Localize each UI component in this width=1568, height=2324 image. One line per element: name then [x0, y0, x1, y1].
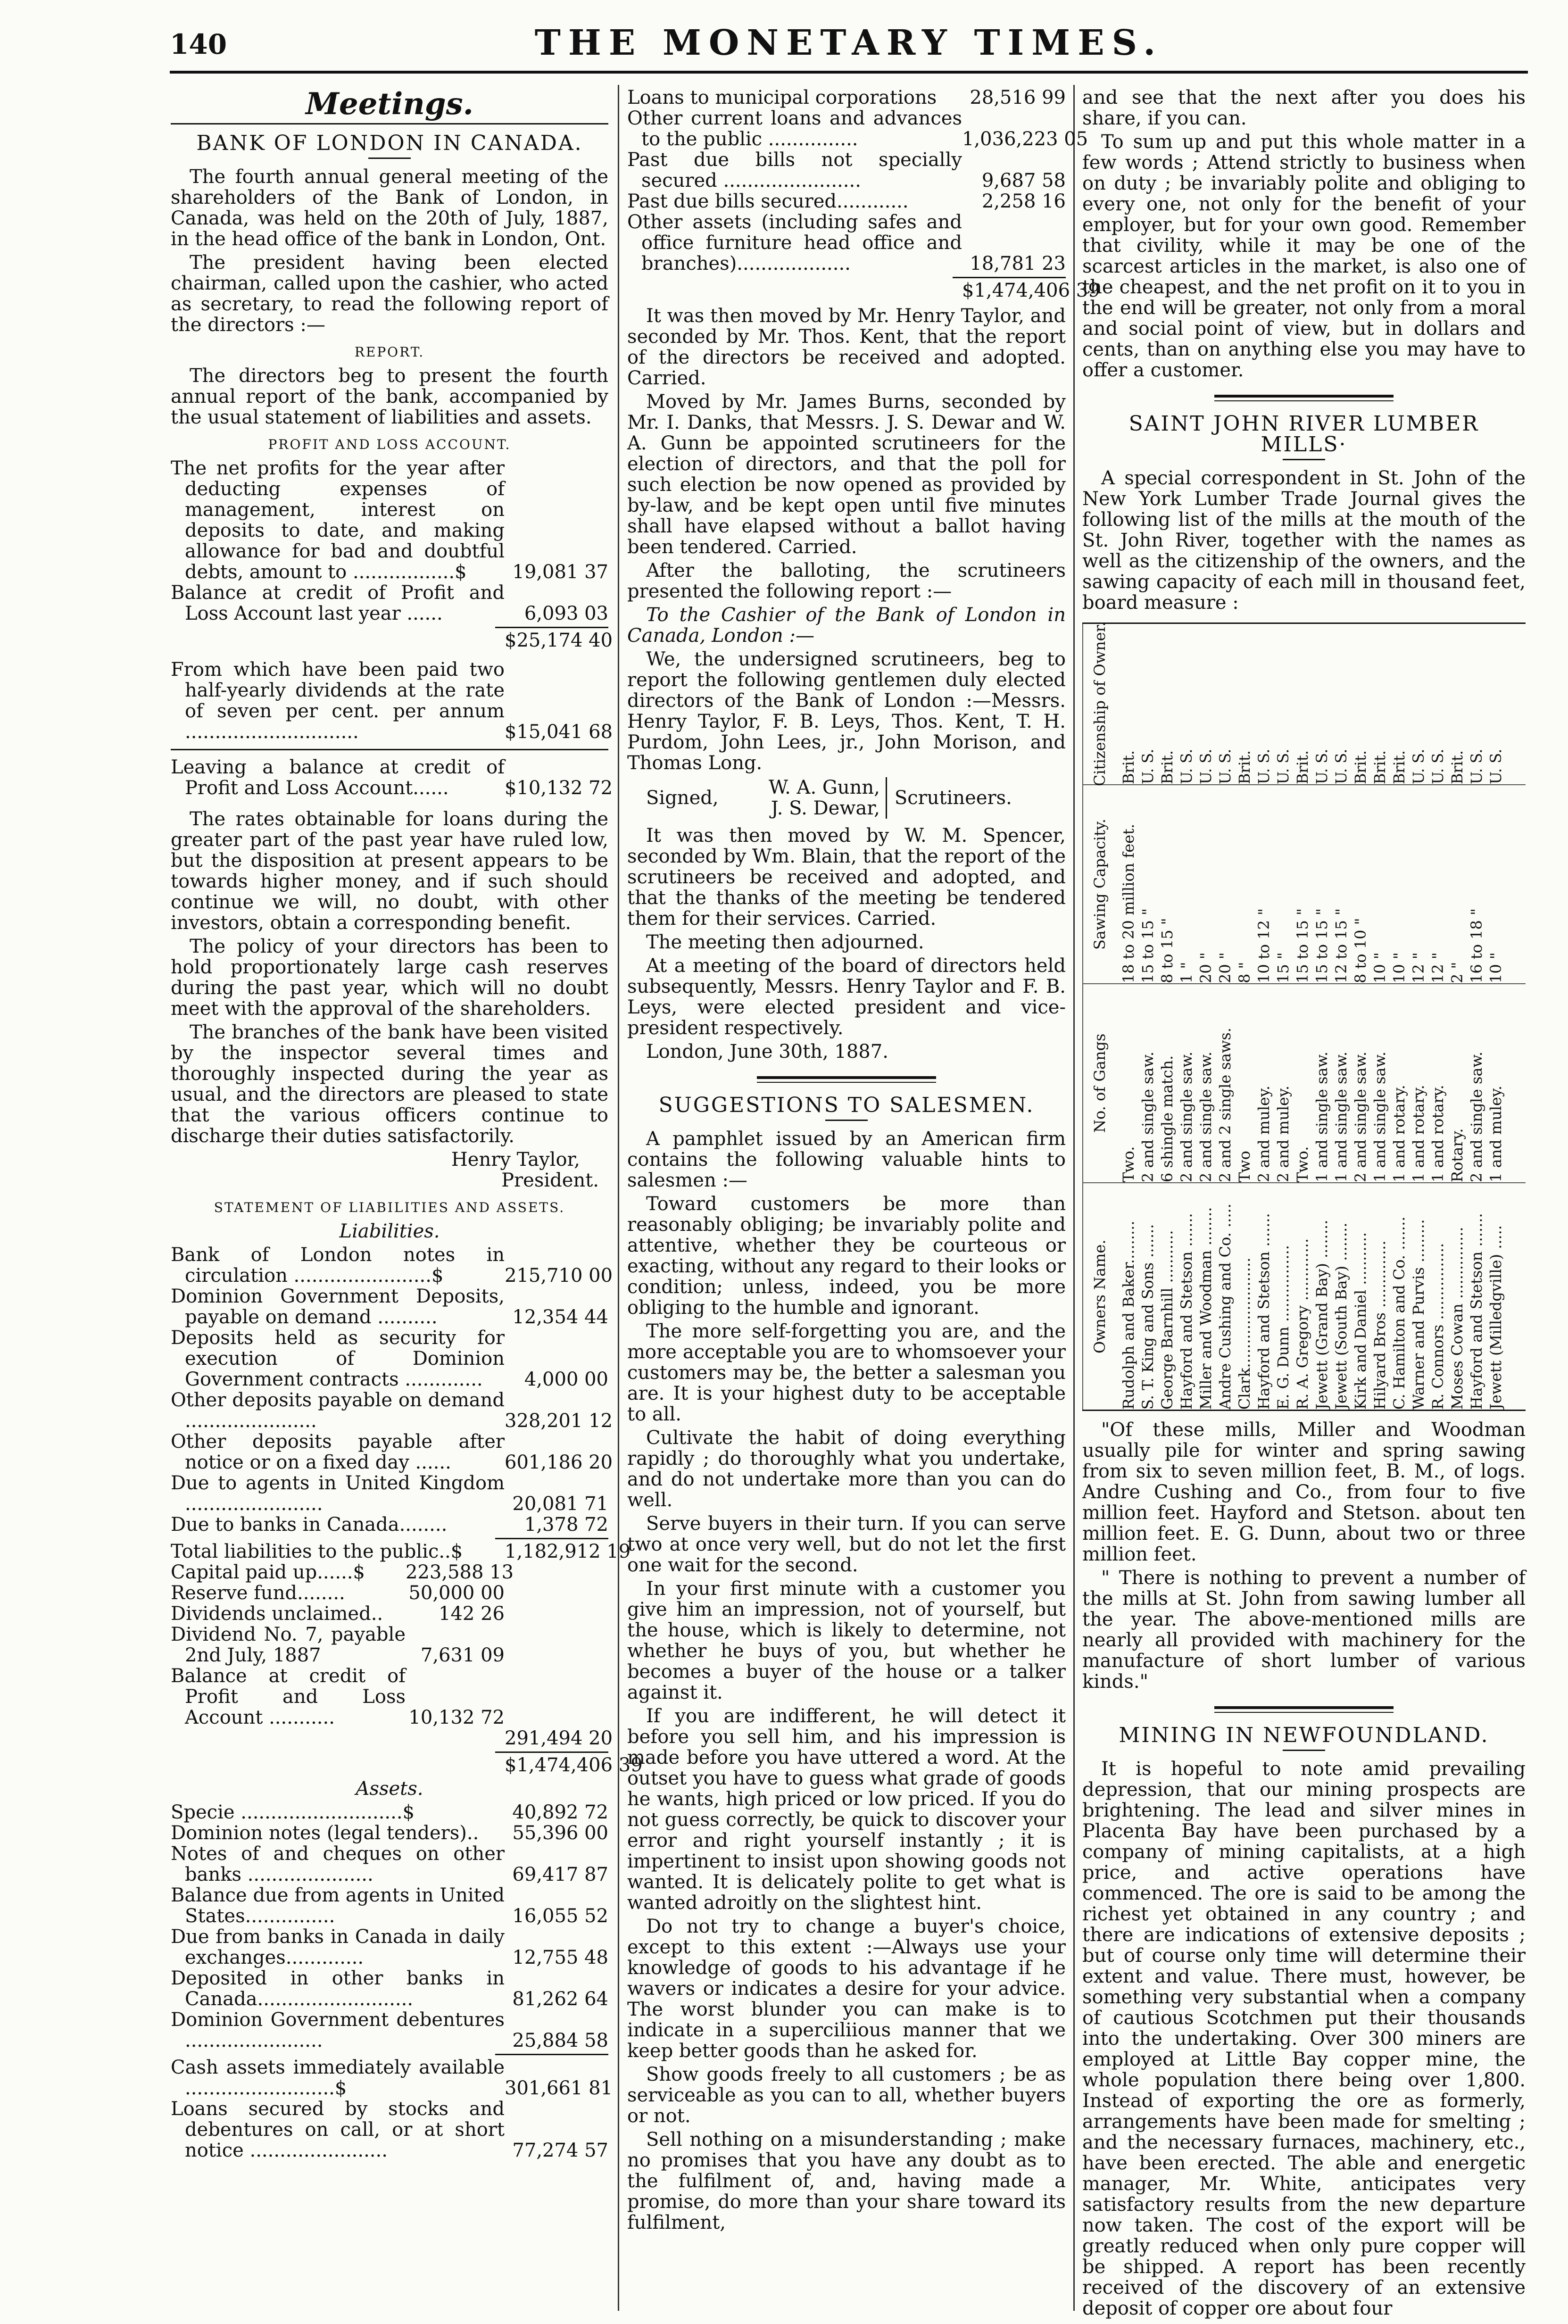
assets-heading: Assets. [356, 1778, 423, 1800]
divider [171, 123, 608, 124]
paragraph: Toward customers be more than reasonably obliging; be invariably polite and attentive, whether they be courteous or exacting, without any regard to their looks or condition; unless, indeed, you be more obliging to the humble and ignorant. [627, 1193, 1066, 1319]
paragraph: Sell nothing on a misunderstanding ; make no promises that you have any doubt as to the fulfilment of, and, having made a promise, do more than your share toward its fulfilment, [627, 2129, 1066, 2233]
ledger-row: Dominion Government debentures ....................... 25,884 58 [171, 2009, 608, 2051]
paragraph: Serve buyers in their turn. If you can serve two at once very well, but do not let the first one wait for the second. [627, 1513, 1066, 1576]
ledger-row: Bank of London notes in circulation .......................$ 215,710 00 [171, 1244, 613, 1286]
mill-gangs-cell: 1 and muley. [1487, 1086, 1505, 1182]
total-rule [495, 1751, 608, 1753]
paragraph: Cultivate the habit of doing everything rapidly ; do thoroughly what you undertake, and do not undertake more than you can do well. [627, 1427, 1066, 1511]
mill-gangs-cell: Two. [1294, 1146, 1311, 1182]
mill-capacity-cell: 20 " [1216, 952, 1234, 983]
paragraph: A pamphlet issued by an American firm contains the following valuable hints to salesmen :— [627, 1128, 1066, 1191]
page-header [170, 19, 1528, 75]
header-owners: Owners Name. [1082, 1183, 1116, 1410]
ledger-row: Loans secured by stocks and debentures on call, or at short notice ....................... 77,274 57 [171, 2098, 608, 2161]
mill-capacity-cell: 18 to 20 million feet. [1120, 823, 1137, 983]
ledger-row: Other deposits payable after notice or on a fixed day ...... 601,186 20 [171, 1431, 613, 1473]
paragraph: and see that the next after you does his share, if you can. [1082, 87, 1526, 129]
address: To the Cashier of the Bank of London in Canada, London :— [627, 604, 1066, 647]
mill-capacity-cell: 12 " [1429, 952, 1447, 983]
paragraph: It is hopeful to note amid prevailing depression, that our mining prospects are brightening. The lead and silver mines in Placenta Bay have been purchased by a company of mining capitalists, at a high price, and active operations have commenced. The ore is said to be among the richest yet obtained in any country ; and there are indications of extensive deposits ; but of course only time will determine their extent and value. There must, however, be something very substantial when a company of cautious Scotchmen put their thousands into the undertaking. Over 300 miners are employed at Little Bay copper mine, the whole population there being over 1,800. Instead of exporting the ore as formerly, arrangements have been made for smelting ; and the necessary furnaces, machinery, etc., have been erected. The able and energetic manager, Mr. White, anticipates very satisfactory results from the new departure now taken. The cost of the export will be greatly reduced when only pure copper will be shipped. A report has been recently received of the discovery of an extensive deposit of copper ore about four [1082, 1758, 1526, 2319]
total-rule [495, 627, 608, 628]
mill-owner-cell: Kirk and Daniel ........... [1352, 1232, 1369, 1410]
paragraph: To sum up and put this whole matter in a few words ; Attend strictly to business when on duty ; be invariably polite and obliging to every one, not only for the benefit of your employer, but for your own good. Remember that civility, while it may be one of the scarcest articles in the market, is also one of the cheapest, and the net profit on it to you in the end will be greater, not only from a moral and social point of view, but in dollars and cents, than on anything else you may have to offer a customer. [1082, 131, 1526, 381]
capital-row: Dividends unclaimed.. 142 26 [171, 1603, 505, 1625]
mill-owner-cell: E. G. Dunn ................ [1274, 1245, 1292, 1410]
mill-gangs-cell: 1 and single saw. [1371, 1051, 1389, 1182]
column-1 [171, 86, 643, 2161]
mill-capacity-cell: 10 to 12 " [1255, 908, 1273, 983]
mill-cit-cell: Brit. [1294, 750, 1311, 784]
mill-owner-cell: Jewett (Milledgville) ..... [1487, 1225, 1505, 1410]
ledger-row: Balance due from agents in United States............... 16,055 52 [171, 1884, 608, 1927]
paragraph: The rates obtainable for loans during the greater part of the past year have ruled low, but the disposition at present appears to be towards higher money, and if such should continue we will, no doubt, with other investors, obtain a corresponding benefit. [171, 808, 608, 934]
mills-band-citizenship [1082, 624, 1526, 785]
mill-cit-cell: U. S. [1313, 748, 1331, 784]
mill-gangs-cell: 2 and 2 single saws. [1216, 1028, 1234, 1182]
mill-owner-cell: R. Connors ................ [1429, 1243, 1447, 1410]
mill-capacity-cell: 15 to 15 " [1313, 908, 1331, 983]
mill-capacity-cell: 2 " [1448, 962, 1466, 983]
total-rule [953, 277, 1066, 278]
ledger-row: The net profits for the year after deducting expenses of management, interest on deposits to date, and making allowance for bad and doubtful debts, amount to .................$ 19,081 37 [171, 457, 608, 583]
mill-cit-cell: U. S. [1429, 748, 1447, 784]
paragraph: It was then moved by W. M. Spencer, seconded by Wm. Blain, that the report of the scrutineers be received and adopted, and that the thanks of the meeting be tendered them for their services. Carried. [627, 825, 1066, 930]
ledger-total: $25,174 40 [505, 630, 613, 651]
capital-row: Dividend No. 7, payable 2nd July, 1887 7,631 09 [171, 1624, 505, 1666]
mill-owner-cell: Clark....................... [1236, 1257, 1253, 1410]
header-gangs: No. of Gangs [1082, 984, 1116, 1182]
total-rule [495, 1538, 608, 1539]
paragraph: The branches of the bank have been visited by the inspector several times and thoroughly inspected during the year as usual, and the directors are pleased to state that the various officers continue to discharge their duties satisfactorily. [171, 1021, 608, 1147]
signature-block: Signed, W. A. Gunn, J. S. Dewar, Scrutineers. [646, 777, 1012, 819]
page-number: 140 [170, 28, 227, 60]
paragraph: If you are indifferent, he will detect it before you sell him, and his impression is made before you have uttered a word. At the outset you have to guess what grade of goods he wants, high priced or low priced. If you do not guess correctly, be quick to discover your error and right yourself instantly ; it is impertinent to insist upon showing goods not wanted. It is delicately polite to get what is wanted adroitly on the slightest hint. [627, 1705, 1066, 1914]
mill-owner-cell: George Barnhill ........... [1158, 1230, 1176, 1410]
mill-owner-cell: Miller and Woodman ........ [1197, 1207, 1215, 1410]
mill-cit-cell: U. S. [1178, 748, 1195, 784]
paragraph: Moved by Mr. James Burns, seconded by Mr. I. Danks, that Messrs. J. S. Dewar and W. A. Gunn be appointed scrutineers for the election of directors, and that the poll for such election be now opened as provided by by-law, and be kept open until five minutes shall have elapsed without a ballot having been tendered. Carried. [627, 391, 1066, 558]
article-title: SAINT JOHN RIVER LUMBER MILLS· [1128, 412, 1479, 456]
paragraph: The meeting then adjourned. [646, 931, 924, 953]
paragraph: The directors beg to present the fourth annual report of the bank, accompanied by the usual statement of liabilities and assets. [171, 365, 608, 428]
capital-row: Reserve fund........ 50,000 00 [171, 1582, 505, 1604]
capital-row: Capital paid up......$ 223,588 13 [171, 1561, 514, 1583]
mill-gangs-cell: 2 and muley. [1255, 1086, 1273, 1182]
paragraph: In your first minute with a customer you give him an impression, not of yourself, but the house, which is likely to determine, not whether he buys of you, but whether he becomes a buyer of the house or a talker against it. [627, 1578, 1066, 1703]
mill-owner-cell: Hayford and Stetson ....... [1255, 1213, 1273, 1410]
mill-owner-cell: S. T. King and Sons ....... [1139, 1224, 1157, 1410]
mill-capacity-cell: 10 " [1487, 952, 1505, 983]
divider [171, 749, 608, 750]
capital-row: Balance at credit of Profit and Loss Account ........... 10,132 72 [171, 1665, 505, 1728]
ledger-total: Total liabilities to the public..$ 1,182,912 19 [171, 1541, 631, 1562]
column-divider [1073, 85, 1075, 2311]
ledger-row: Other deposits payable on demand ...................... 328,201 12 [171, 1389, 613, 1432]
mills-band-owners [1082, 1183, 1526, 1410]
ledger-row: Past due bills secured............ 2,258 16 [627, 191, 1066, 212]
mill-gangs-cell: 2 and single saw. [1197, 1051, 1215, 1182]
mill-capacity-cell: 12 " [1410, 952, 1427, 983]
paragraph: We, the undersigned scrutineers, beg to report the following gentlemen duly elected directors of the Bank of London :—Messrs. Henry Taylor, F. B. Leys, Thos. Kent, T. H. Purdom, John Lees, jr., John Morison, and Thomas Long. [627, 648, 1066, 774]
paragraph: After the balloting, the scrutineers presented the following report :— [627, 560, 1066, 602]
column-divider [618, 85, 619, 2311]
divider [1283, 1750, 1325, 1751]
mill-cit-cell: Brit. [1236, 750, 1253, 784]
ledger-row: Leaving a balance at credit of Profit and Loss Account...... $10,132 72 [171, 756, 613, 799]
header-rule [170, 71, 1528, 74]
ledger-row: Notes of and cheques on other banks ..................... 69,417 87 [171, 1843, 608, 1885]
mill-gangs-cell: 2 and single saw. [1468, 1051, 1485, 1182]
double-rule [1214, 1706, 1394, 1713]
mill-cit-cell: U. S. [1410, 748, 1427, 784]
mills-band-capacity [1082, 785, 1526, 984]
mill-capacity-cell: 15 to 15 " [1294, 908, 1311, 983]
mill-owner-cell: Hilyard Bros .............. [1371, 1240, 1389, 1410]
paragraph: London, June 30th, 1887. [646, 1041, 888, 1062]
mill-capacity-cell: 8 to 10 " [1352, 918, 1369, 983]
mill-owner-cell: R. A. Gregory ............. [1294, 1238, 1311, 1410]
paragraph: The fourth annual general meeting of the shareholders of the Bank of London, in Canada, was held on the 20th of July, 1887, in the head office of the bank in London, Ont. [171, 166, 608, 250]
liabilities-heading: Liabilities. [339, 1220, 440, 1242]
mill-gangs-cell: 1 and rotary. [1390, 1085, 1408, 1182]
ledger-row: Deposited in other banks in Canada.......................... 81,262 64 [171, 1967, 608, 2010]
mill-capacity-cell: 15 " [1274, 952, 1292, 983]
mill-cit-cell: Brit. [1448, 750, 1466, 784]
divider [825, 1120, 868, 1121]
mill-owner-cell: Warner and Purvis ......... [1410, 1219, 1427, 1410]
mill-capacity-cell: 10 " [1390, 952, 1408, 983]
mill-gangs-cell: Rotary. [1448, 1128, 1466, 1182]
double-rule [1214, 395, 1394, 401]
ledger-total: $1,474,406 39 [505, 1754, 643, 1776]
report-heading: REPORT. [354, 344, 425, 360]
column-3 [1082, 87, 1526, 2322]
paragraph: Show goods freely to all customers ; be as serviceable as you can to all, whether buyers or not. [627, 2064, 1066, 2127]
mill-owner-cell: C. Hamilton and Co. ....... [1390, 1216, 1408, 1410]
paragraph: It was then moved by Mr. Henry Taylor, and seconded by Mr. Thos. Kent, that the report of the directors be received and adopted. Carried. [627, 305, 1066, 389]
mill-cit-cell: Brit. [1158, 750, 1176, 784]
mill-capacity-cell: 16 to 18 " [1468, 908, 1485, 983]
ledger-row: Other assets (including safes and office furniture head office and branches)................... 18,781 23 [627, 211, 1066, 274]
article-title: SUGGESTIONS TO SALESMEN. [658, 1093, 1035, 1117]
mill-capacity-cell: 15 to 15 " [1139, 908, 1157, 983]
mill-gangs-cell: 1 and single saw. [1332, 1051, 1350, 1182]
header-citizenship: Citizenship of Owner. [1082, 624, 1116, 784]
mill-gangs-cell: 1 and rotary. [1410, 1085, 1427, 1182]
ledger-row: Due to agents in United Kingdom ....................... 20,081 71 [171, 1472, 608, 1515]
section-heading: Meetings. [306, 86, 473, 122]
ledger-row: Specie ...........................$ 40,892 72 [171, 1801, 608, 1823]
mill-cit-cell: U. S. [1468, 748, 1485, 784]
ledger-row: Loans to municipal corporations 28,516 99 [627, 87, 1066, 108]
paragraph: The president having been elected chairman, called upon the cashier, who acted as secretary, to read the following report of the directors :— [171, 252, 608, 336]
ledger-row: Dominion notes (legal tenders).. 55,396 00 [171, 1822, 608, 1844]
mill-gangs-cell: Two [1236, 1151, 1253, 1182]
mill-owner-cell: Jewett (South Bay) ........ [1332, 1222, 1350, 1410]
divider [368, 158, 411, 159]
ledger-total: 291,494 20 [505, 1727, 613, 1749]
mill-owner-cell: Hayford and Stetson ....... [1178, 1213, 1195, 1410]
ledger-row: Balance at credit of Profit and Loss Account last year ...... 6,093 03 [171, 582, 608, 624]
mill-owner-cell: Andre Cushing and Co. ..... [1216, 1204, 1234, 1410]
mill-cit-cell: Brit. [1352, 750, 1369, 784]
ledger-row: From which have been paid two half-yearly dividends at the rate of seven per cent. per annum ............................. $15,041 68 [171, 659, 613, 743]
paragraph: Do not try to change a buyer's choice, except to this extent :—Always use your knowledge of goods to his advantage if he wavers or indicates a desire for your advice. The worst blunder you can make is to indicate in a superciliious manner that we keep better goods than he asked for. [627, 1916, 1066, 2062]
paragraph: "Of these mills, Miller and Woodman usually pile for winter and spring sawing from six to seven million feet, B. M., of logs. Andre Cushing and Co., from four to five million feet. Hayford and Stetson. about ten million feet. E. G. Dunn, about two or three million feet. [1082, 1419, 1526, 1565]
mill-cit-cell: U. S. [1255, 748, 1273, 784]
mill-gangs-cell: 1 and rotary. [1429, 1085, 1447, 1182]
mill-owner-cell: Moses Cowan ............... [1448, 1227, 1466, 1410]
mill-capacity-cell: 8 to 15 " [1158, 918, 1176, 983]
mills-band-gangs [1082, 984, 1526, 1183]
total-rule [495, 2054, 608, 2055]
mill-capacity-cell: 10 " [1371, 952, 1389, 983]
signature-title: President. [501, 1170, 599, 1191]
mill-cit-cell: Brit. [1371, 750, 1389, 784]
paragraph: " There is nothing to prevent a number of the mills at St. John from sawing lumber all the year. The above-mentioned mills are nearly all provided with machinery for the manufacture of short lumber of various kinds." [1082, 1567, 1526, 1693]
pl-heading: PROFIT AND LOSS ACCOUNT. [268, 437, 511, 452]
ledger-total: $1,474,406 39 [962, 280, 1100, 301]
paragraph: The more self-forgetting you are, and the more acceptable you are to whomsoever your customers may be, the better a salesman you are. It is your highest duty to be acceptable to all. [627, 1320, 1066, 1425]
mill-owner-cell: Jewett (Grand Bay) ........ [1313, 1220, 1331, 1410]
masthead: THE MONETARY TIMES. [534, 23, 1163, 63]
ledger-row: Other current loans and advances to the public ............... 1,036,223 05 [627, 108, 1088, 150]
double-rule [757, 1076, 936, 1083]
mill-owner-cell: Rudolph and Baker......... [1120, 1220, 1137, 1410]
mill-cit-cell: Brit. [1120, 750, 1137, 784]
header-capacity: Sawing Capacity. [1082, 785, 1116, 983]
paragraph: The policy of your directors has been to hold proportionately large cash reserves during the past year, which will no doubt meet with the approval of the shareholders. [171, 936, 608, 1020]
ledger-row: Deposits held as security for execution of Dominion Government contracts ............. 4,000 00 [171, 1327, 608, 1390]
mill-cit-cell: U. S. [1487, 748, 1505, 784]
mill-cit-cell: Brit. [1390, 750, 1408, 784]
mill-gangs-cell: 1 and single saw. [1313, 1051, 1331, 1182]
mill-owner-cell: Hayford and Stetson ....... [1468, 1213, 1485, 1410]
ledger-row: Cash assets immediately available .........................$ 301,661 81 [171, 2057, 613, 2099]
paragraph: At a meeting of the board of directors held subsequently, Messrs. Henry Taylor and F. B. Leys, were elected president and vice-president respectively. [627, 955, 1066, 1039]
mill-capacity-cell: 20 " [1197, 952, 1215, 983]
mill-cit-cell: U. S. [1274, 748, 1292, 784]
mill-capacity-cell: 1 " [1178, 962, 1195, 983]
signature-name: Henry Taylor, [451, 1149, 580, 1170]
mill-gangs-cell: 2 and single saw. [1178, 1051, 1195, 1182]
statement-heading: STATEMENT OF LIABILITIES AND ASSETS. [214, 1200, 565, 1215]
ledger-row: Due from banks in Canada in daily exchanges............. 12,755 48 [171, 1926, 608, 1968]
ledger-row: Past due bills not specially secured ....................... 9,687 58 [627, 149, 1066, 191]
paragraph: A special correspondent in St. John of the New York Lumber Trade Journal gives the following list of the mills at the mouth of the St. John River, together with the names as well as the citizenship of the owners, and the sawing capacity of each mill in thousand feet, board measure : [1082, 467, 1526, 614]
mill-gangs-cell: 2 and single saw. [1139, 1051, 1157, 1182]
mill-gangs-cell: 6 shingle match. [1158, 1055, 1176, 1182]
ledger-row: Due to banks in Canada........ 1,378 72 [171, 1514, 608, 1536]
article-title: MINING IN NEWFOUNDLAND. [1119, 1723, 1489, 1747]
mill-cit-cell: U. S. [1332, 748, 1350, 784]
mill-capacity-cell: 8 " [1236, 962, 1253, 983]
mill-cit-cell: U. S. [1197, 748, 1215, 784]
mill-capacity-cell: 12 to 15 " [1332, 908, 1350, 983]
ledger-row: Dominion Government Deposits, payable on demand .......... 12,354 44 [171, 1286, 608, 1328]
mill-gangs-cell: 2 and muley. [1274, 1086, 1292, 1182]
mill-gangs-cell: 2 and single saw. [1352, 1051, 1369, 1182]
mill-gangs-cell: Two. [1120, 1146, 1137, 1182]
mill-cit-cell: U. S. [1139, 748, 1157, 784]
mills-table [1082, 622, 1526, 1411]
article-title: BANK OF LONDON IN CANADA. [196, 131, 583, 155]
mill-cit-cell: U. S. [1216, 748, 1234, 784]
divider [1283, 459, 1325, 460]
